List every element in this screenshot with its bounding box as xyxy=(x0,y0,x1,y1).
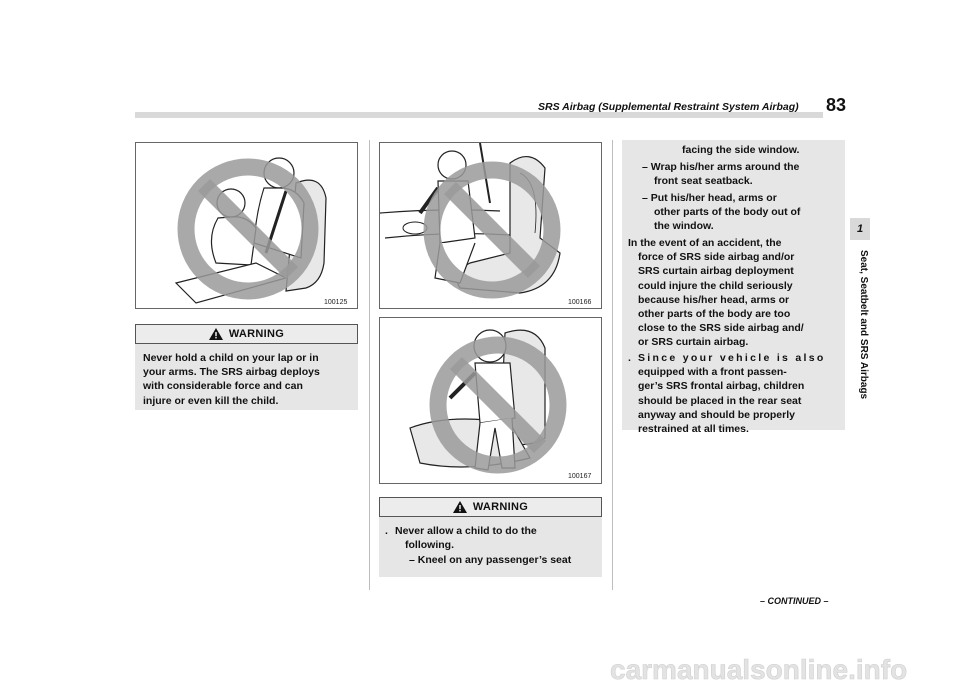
page-number: 83 xyxy=(826,95,847,115)
frontal-airbag-bullet xyxy=(638,351,843,436)
text-line: – Put his/her head, arms or xyxy=(642,192,777,204)
text-line: anyway and should be properly xyxy=(638,408,795,421)
figure-child-kneeling xyxy=(379,142,602,309)
text-line: the window. xyxy=(654,220,714,233)
warning-dash-item: – Kneel on any passenger’s seat xyxy=(409,554,572,566)
warning-line: following. xyxy=(405,539,454,552)
text-line: front seat seatback. xyxy=(654,175,753,188)
chapter-tab-number[interactable]: 1 xyxy=(850,218,870,240)
warning-line: your arms. The SRS airbag deploys xyxy=(143,366,320,379)
text-line: close to the SRS side airbag and/ xyxy=(638,322,804,335)
accident-paragraph xyxy=(628,236,843,350)
figure-code: 100125 xyxy=(324,299,348,306)
child-hugging-seat-illustration xyxy=(380,318,602,484)
warning-line: with considerable force and can xyxy=(143,380,303,393)
warning-continued-box xyxy=(622,140,845,436)
text-line: ger’s SRS frontal airbag, children xyxy=(638,380,805,393)
column-divider xyxy=(612,140,613,590)
text-line: other parts of the body out of xyxy=(654,206,801,219)
text-line: should be placed in the rear seat xyxy=(638,394,802,407)
dash-item-continued: facing the side window. xyxy=(682,144,800,156)
bullet-mark: . xyxy=(628,352,631,364)
warning-header xyxy=(135,324,358,344)
warning-bullet-text xyxy=(395,524,537,552)
warning-triangle-icon xyxy=(209,328,223,340)
text-line: force of SRS side airbag and/or xyxy=(638,251,795,264)
text-line: because his/her head, arms or xyxy=(638,293,790,306)
text-line: restrained at all times. xyxy=(638,423,749,436)
figure-code: 100166 xyxy=(568,299,592,306)
text-line: or SRS curtain airbag. xyxy=(638,336,749,349)
warning-line: Never allow a child to do the xyxy=(395,525,537,537)
text-line: – Wrap his/her arms around the xyxy=(642,161,800,173)
child-on-lap-illustration xyxy=(136,143,358,309)
warning-triangle-icon xyxy=(453,501,467,513)
text-line: Since your vehicle is also xyxy=(638,352,826,364)
dash-item-wrap-arms xyxy=(642,160,842,188)
text-line: could injure the child seriously xyxy=(638,279,793,292)
warning-label: WARNING xyxy=(472,501,529,513)
figure-code: 100167 xyxy=(568,473,592,480)
text-line: equipped with a front passen- xyxy=(638,366,787,379)
warning-text xyxy=(143,351,320,408)
dash-item-head-out xyxy=(642,191,842,234)
text-line: In the event of an accident, the xyxy=(628,237,782,249)
warning-line: injure or even kill the child. xyxy=(143,394,279,407)
watermark-logo xyxy=(610,652,950,688)
section-title: SRS Airbag (Supplemental Restraint System Airbag) xyxy=(538,101,799,113)
warning-header xyxy=(379,497,602,517)
figure-child-hugging-seat xyxy=(379,317,602,484)
text-line: SRS curtain airbag deployment xyxy=(638,265,794,278)
warning-box xyxy=(379,497,602,577)
child-kneeling-illustration xyxy=(380,143,602,309)
warning-bullet-mark: . xyxy=(385,525,388,537)
svg-text:carmanualsonline.info: carmanualsonline.info xyxy=(610,654,908,685)
column-divider xyxy=(369,140,370,590)
text-line: other parts of the body are too xyxy=(638,308,791,321)
figure-child-on-lap xyxy=(135,142,358,309)
warning-label: WARNING xyxy=(228,328,285,340)
chapter-tab-title: Seat, Seatbelt and SRS Airbags xyxy=(858,250,869,400)
continued-label: – CONTINUED – xyxy=(760,596,829,606)
warning-box xyxy=(135,324,358,410)
warning-line: Never hold a child on your lap or in xyxy=(143,352,319,364)
